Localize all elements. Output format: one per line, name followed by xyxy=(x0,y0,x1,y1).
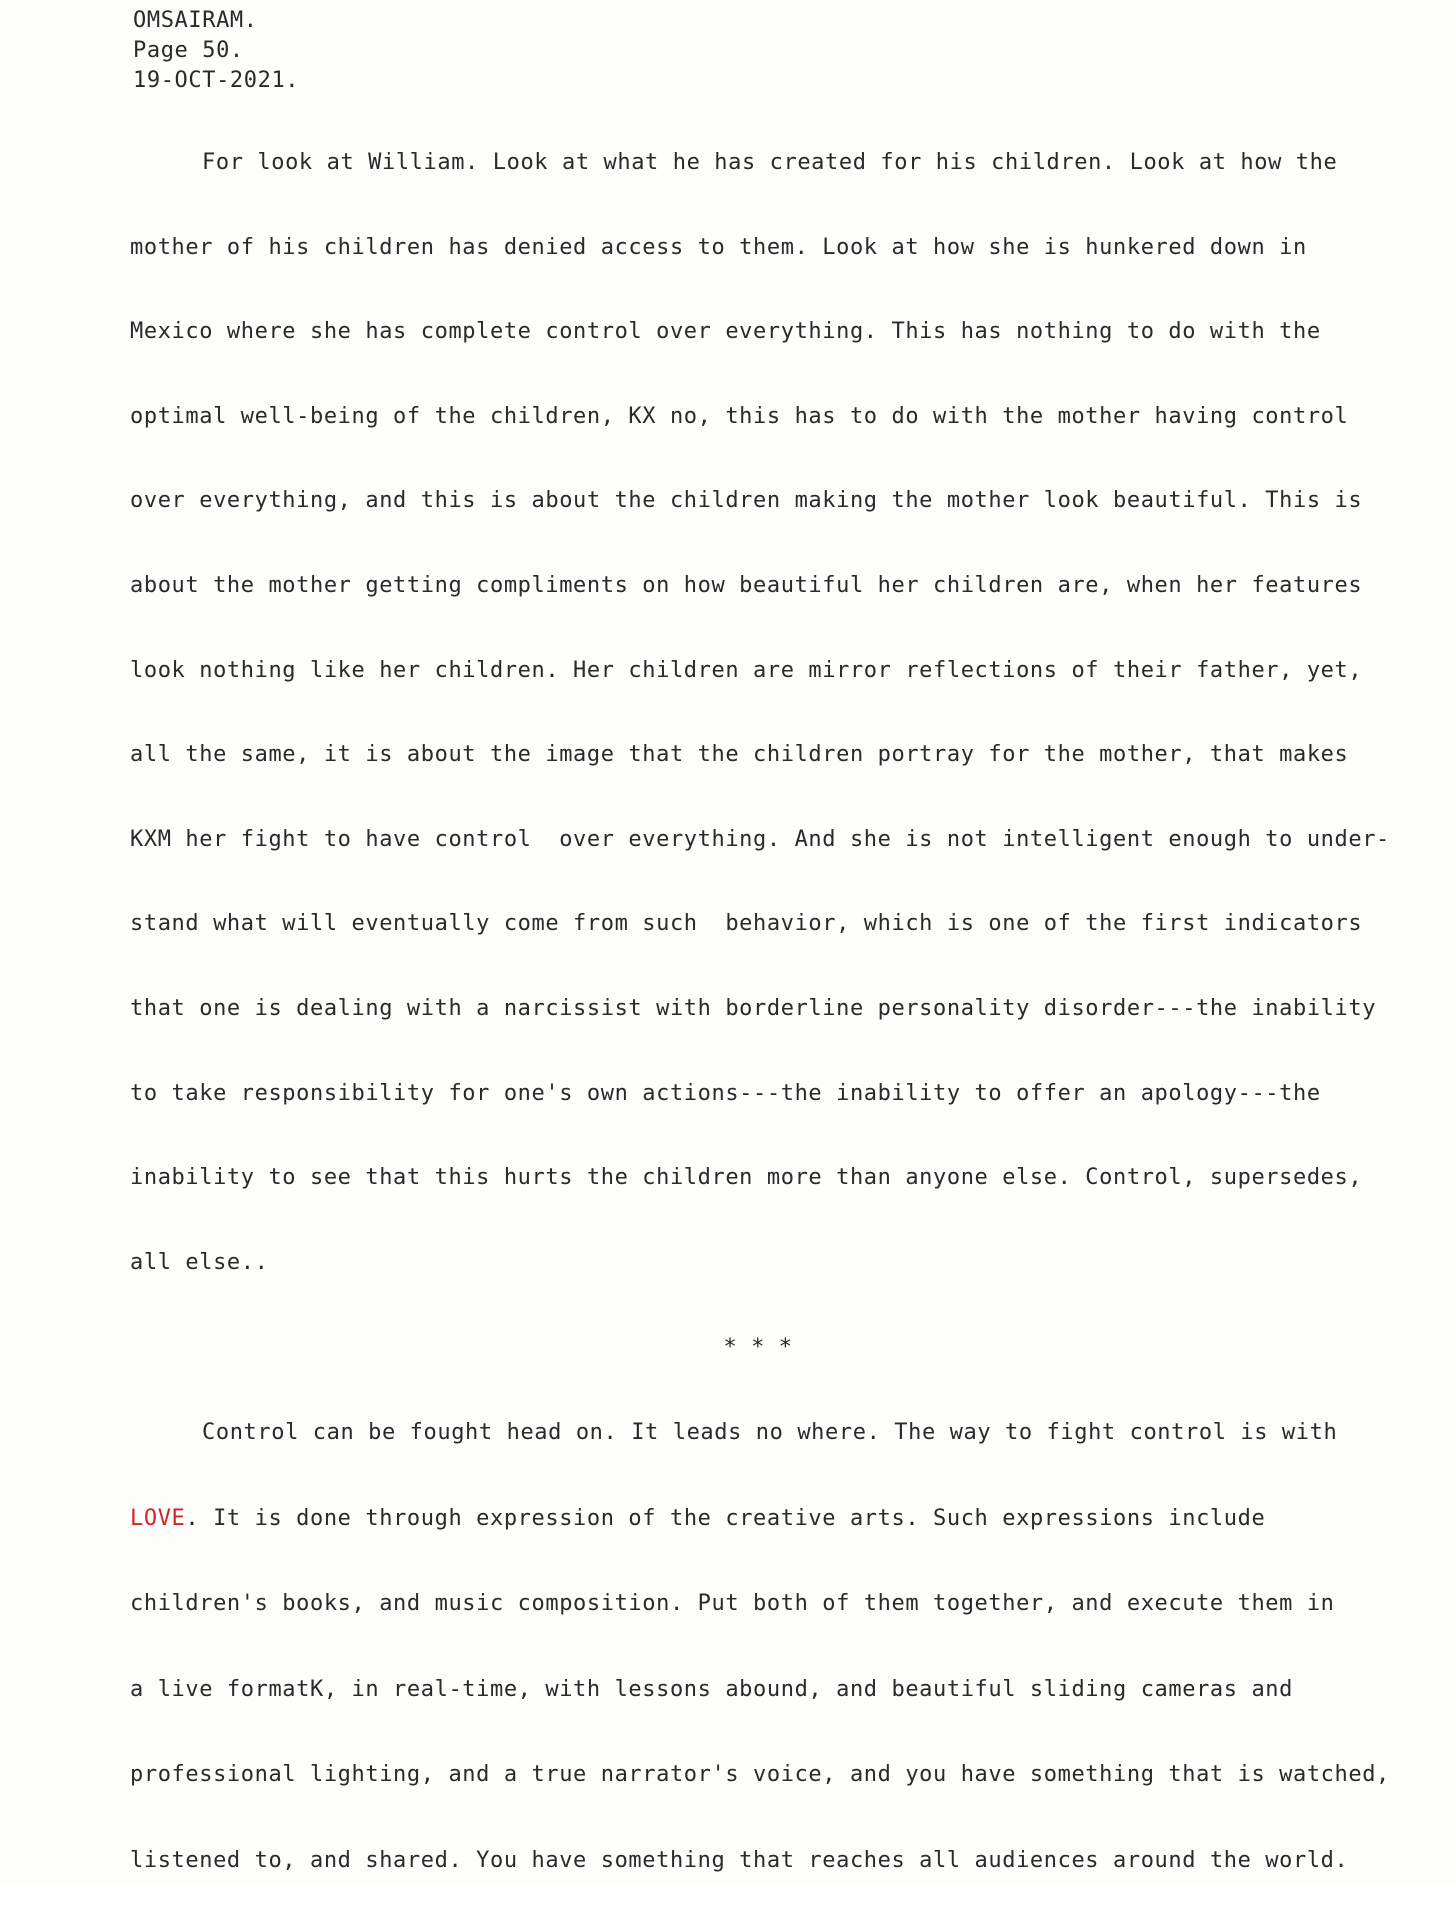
header-page-number: Page 50. xyxy=(133,38,244,63)
text-line-rest: . It is done through expression of the creative arts. Such expressions include xyxy=(185,1505,1266,1531)
text-line: children's books, and music composition. Put both of them together, and execute them in xyxy=(130,1591,1335,1617)
text-line: all the same, it is about the image that the children portray for the mother, that makes xyxy=(130,742,1349,768)
text-line: Mexico where she has complete control over everything. This has nothing to do with the xyxy=(130,319,1321,345)
love-highlight: LOVE xyxy=(130,1505,186,1531)
text-line: about the mother getting compliments on how beautiful her children are, when her features xyxy=(130,572,1363,598)
paragraph-2 xyxy=(130,1418,1430,1932)
text-line: professional lighting, and a true narrator's voice, and you have something that is watched, xyxy=(130,1762,1390,1788)
text-line: optimal well-being of the children, KX no, this has to do with the mother having control xyxy=(130,403,1349,429)
text-line: For look at William. Look at what he has created for his children. Look at how the xyxy=(202,150,1338,175)
text-line: KXM her fight to have control over everything. And she is not intelligent enough to under- xyxy=(130,826,1390,852)
text-line: Control can be fought head on. It leads no where. The way to fight control is with xyxy=(202,1420,1338,1445)
text-line: a live formatK, in real-time, with lessons abound, and beautiful sliding cameras and xyxy=(130,1676,1293,1702)
text-line: listened to, and shared. You have something that reaches all audiences around the world. xyxy=(130,1847,1349,1873)
text-line: look nothing like her children. Her children are mirror reflections of their father, yet, xyxy=(130,657,1363,683)
text-line: mother of his children has denied access to them. Look at how she is hunkered down in xyxy=(130,234,1307,260)
text-line: all else.. xyxy=(130,1249,269,1275)
section-separator: * * * xyxy=(723,1335,793,1360)
text-line: to take responsibility for one's own actions---the inability to offer an apology---the xyxy=(130,1080,1321,1106)
text-line: that one is dealing with a narcissist with borderline personality disorder---the inability xyxy=(130,995,1377,1021)
text-line: stand what will eventually come from such behavior, which is one of the first indicators xyxy=(130,911,1363,937)
text-line: inability to see that this hurts the children more than anyone else. Control, supersedes, xyxy=(130,1165,1363,1191)
page-header xyxy=(133,6,299,96)
paragraph-1 xyxy=(130,148,1430,1332)
header-date: 19-OCT-2021. xyxy=(133,68,300,93)
text-line: over everything, and this is about the children making the mother look beautiful. This is xyxy=(130,488,1363,514)
text-line xyxy=(130,1504,1430,1590)
header-title: OMSAIRAM. xyxy=(133,8,258,33)
